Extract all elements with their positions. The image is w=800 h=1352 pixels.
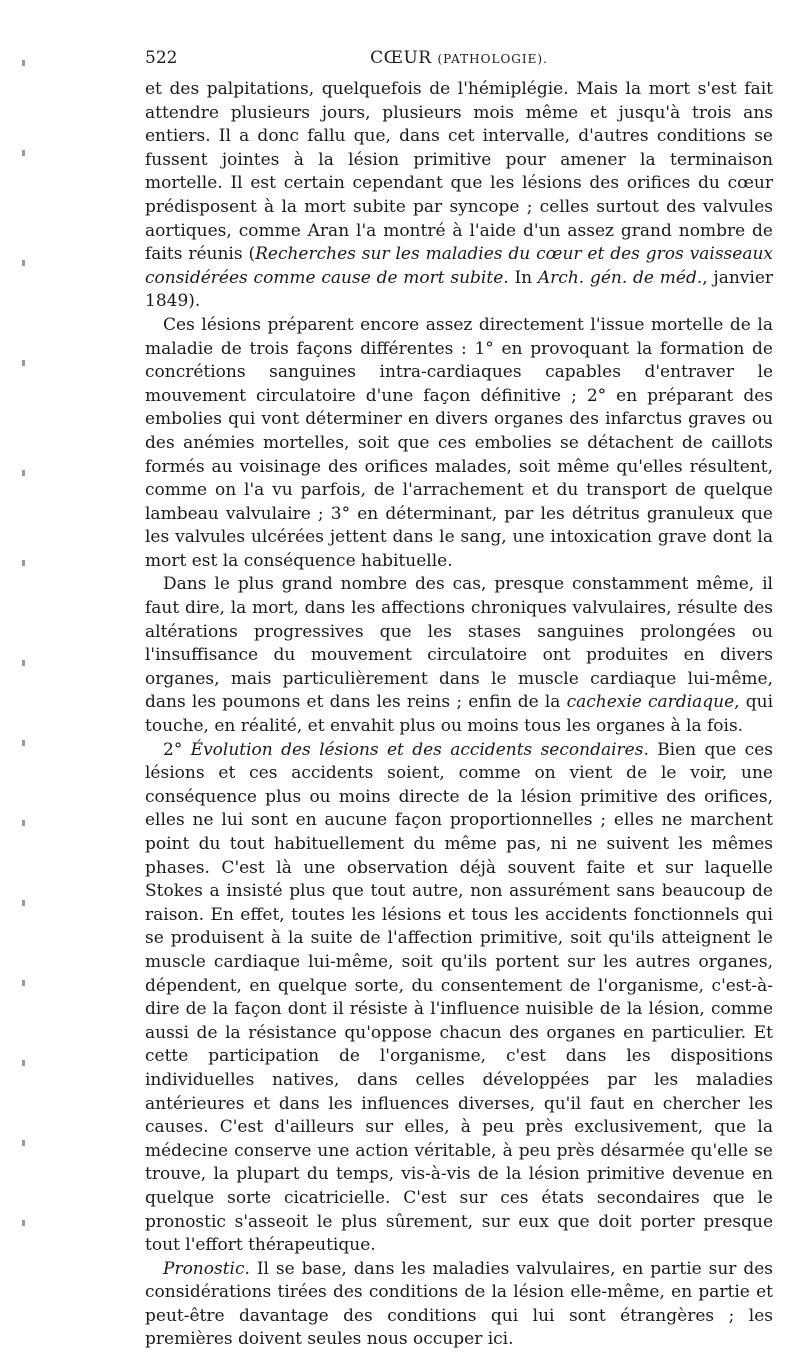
italic-text: Recherches sur les maladies du cœur et des gros vaisseaux considérées comme cause de mort subite. — [145, 244, 773, 288]
paragraph — [145, 78, 773, 314]
page-header — [145, 48, 773, 78]
paragraph — [145, 739, 773, 1258]
margin-mark — [22, 150, 25, 156]
italic-text: Évolution des lésions et des accidents secondaires. — [190, 739, 649, 760]
margin-mark — [22, 260, 25, 266]
margin-mark — [22, 820, 25, 826]
book-page — [145, 48, 773, 1352]
running-title — [145, 48, 773, 68]
text-run: Il se base, dans les maladies valvulaires, en partie sur des considérations tirées des conditions de la lésion elle-même, en partie et peut-être davantage des conditions qui lui sont étrangères ; les premières doivent seules nous occuper ici. — [145, 1258, 773, 1350]
margin-mark — [22, 470, 25, 476]
margin-mark — [22, 740, 25, 746]
margin-mark — [22, 60, 25, 66]
running-title-main: CŒUR — [370, 48, 432, 68]
body-text — [145, 78, 773, 1352]
margin-mark — [22, 1060, 25, 1066]
paragraph — [145, 573, 773, 738]
italic-text: Pronostic. — [163, 1258, 250, 1279]
margin-mark — [22, 1220, 25, 1226]
text-run: Dans le plus grand nombre des cas, presque constamment même, il faut dire, la mort, dans les affections chroniques valvulaires, résulte des altérations progressives que les stases sanguines prolongées ou l'insuffisance du mouvement circulatoire ont produites en divers organes, mais particulièrement dans le muscle cardiaque lui-même, dans les poumons et dans les reins ; enfin de la — [145, 574, 773, 713]
margin-mark — [22, 660, 25, 666]
text-run: , qui touche, en réalité, et envahit plus ou moins tous les organes à la fois. — [145, 692, 774, 737]
paragraph — [145, 314, 773, 574]
running-title-sub: (PATHOLOGIE). — [437, 52, 548, 66]
italic-text: cachexie cardiaque — [566, 692, 735, 713]
page-number: 522 — [145, 48, 178, 68]
text-run: et des palpitations, quelquefois de l'hémiplégie. Mais la mort s'est fait attendre plusieurs jours, plusieurs mois même et jusqu'à trois ans entiers. Il a donc fallu que, dans cet intervalle, d'autres conditions se fussent jointes à la lésion primitive pour amener la terminaison mortelle. Il est certain cependant que les lésions des orifices du cœur prédisposent à la mort subite par syncope ; celles surtout des valvules aortiques, comme Aran l'a montré à l'aide d'un assez grand nombre de faits réunis ( — [145, 79, 773, 265]
italic-text: Arch. gén. de méd. — [537, 267, 703, 288]
margin-mark — [22, 900, 25, 906]
margin-mark — [22, 360, 25, 366]
margin-mark — [22, 1140, 25, 1146]
text-run: 2° — [163, 739, 191, 760]
text-run: Ces lésions préparent encore assez directement l'issue mortelle de la maladie de trois façons différentes : 1° en provoquant la formation de concrétions sanguines intra-cardiaques capables d'entraver le mouvement circulatoire d'une façon définitive ; 2° en préparant des embolies qui vont déterminer en divers organes des infarctus graves ou des anémies mortelles, soit que ces embolies se détachent de caillots formés au voisinage des orifices malades, soit même qu'elles résultent, comme on l'a vu parfois, de l'arrachement et du transport de quelque lambeau valvulaire ; 3° en déterminant, par les détritus granuleux que les valvules ulcérées jettent dans le sang, une intoxication grave dont la mort est la conséquence habituelle. — [145, 314, 773, 571]
text-run: , janvier 1849). — [145, 267, 773, 312]
paragraph — [145, 1258, 773, 1352]
margin-mark — [22, 560, 25, 566]
left-margin-binding-marks — [18, 40, 30, 1300]
margin-mark — [22, 980, 25, 986]
text-run: In — [508, 267, 538, 288]
text-run: Bien que ces lésions et ces accidents soient, comme on vient de le voir, une conséquence plus ou moins directe de la lésion primitive des orifices, elles ne lui sont en aucune façon proportionnelles ; elles ne marchent point du tout habituellement du même pas, ni ne suivent les mêmes phases. C'est là une observation déjà souvent faite et sur laquelle Stokes a insisté plus que tout autre, non assurément sans beaucoup de raison. En effet, toutes les lésions et tous les accidents fonctionnels qui se produisent à la suite de l'affection primitive, soit qu'ils atteignent le muscle cardiaque lui-même, soit qu'ils portent sur les autres organes, dépendent, en quelque sorte, du consentement de l'organisme, c'est-à-dire de la façon dont il résiste à l'influence nuisible de la lésion, comme aussi de la résistance qu'oppose chacun des organes en particulier. Et cette participation de l'organisme, c'est dans les dispositions individuelles natives, dans celles développées par les maladies antérieures et dans les influences diverses, qu'il faut en chercher les causes. C'est d'ailleurs sur elles, à peu près exclusivement, que la médecine conserve une action véritable, à peu près désarmée qu'elle se trouve, la plupart du temps, vis-à-vis de la lésion primitive devenue en quelque sorte cicatricielle. C'est sur ces états secondaires que le pronostic s'asseoit le plus sûrement, sur eux que doit porter presque tout l'effort thérapeutique. — [145, 739, 773, 1256]
